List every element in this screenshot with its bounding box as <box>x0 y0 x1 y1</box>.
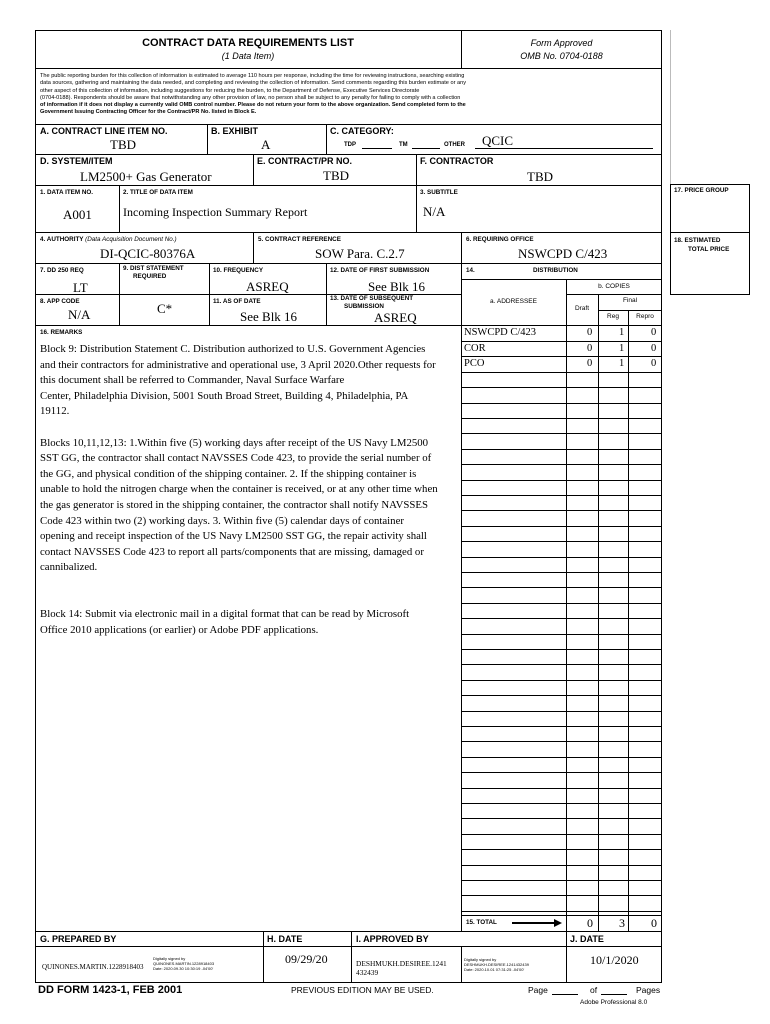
of-label: of <box>590 985 598 995</box>
dd250-label: 7. DD 250 REQ <box>40 267 84 274</box>
remarks-line: SST GG, the contractor shall contact NAVSSES Code 423, to provide the serial number of <box>40 452 432 465</box>
distribution-row[interactable] <box>461 342 661 357</box>
distribution-title: DISTRIBUTION <box>533 267 578 274</box>
contract-reference-label: 5. CONTRACT REFERENCE <box>258 236 341 243</box>
contract-pr-label: E. CONTRACT/PR NO. <box>257 156 353 166</box>
approver-name-2: 432439 <box>356 968 379 977</box>
addressee[interactable]: COR <box>464 343 486 354</box>
subtitle-label: 3. SUBTITLE <box>420 189 458 196</box>
repro-copies[interactable]: 0 <box>651 327 657 338</box>
contract-reference-field[interactable]: SOW Para. C.2.7 <box>315 246 405 261</box>
distribution-row-line <box>461 803 662 804</box>
frequency-field[interactable]: ASREQ <box>246 279 289 294</box>
remarks-line: Code 423 within two (2) working days. 3. Within five (5) calendar days of container <box>40 514 404 527</box>
total-draft[interactable]: 0 <box>587 916 593 930</box>
h-date-label: H. DATE <box>267 934 303 944</box>
data-item-no-field[interactable]: A001 <box>63 207 92 222</box>
contractor-field[interactable]: TBD <box>527 169 553 184</box>
clin-label: A. CONTRACT LINE ITEM NO. <box>40 126 168 136</box>
remarks-line: Center, Philadelphia Division, 5001 South Broad Street, Building 4, Philadelphia, PA <box>40 389 409 402</box>
distribution-row-line <box>461 403 662 404</box>
category-other: OTHER <box>444 142 465 148</box>
category-tm: TM <box>399 142 408 148</box>
draft-copies[interactable]: 0 <box>587 343 593 354</box>
total-arrow <box>512 922 556 924</box>
app-code-field[interactable]: N/A <box>68 307 91 322</box>
draft-copies[interactable]: 0 <box>587 327 593 338</box>
form-subtitle: (1 Data Item) <box>221 51 275 61</box>
distribution-row-line <box>461 757 662 758</box>
distribution-row-line <box>461 741 662 742</box>
distribution-row-line <box>461 911 662 912</box>
approver-name-1: DESHMUKH.DESIREE.1241 <box>356 959 447 968</box>
form-approved-label: Form Approved <box>530 38 593 48</box>
distribution-row-line <box>461 387 662 388</box>
requiring-office-label: 6. REQUIRING OFFICE <box>466 236 534 243</box>
exhibit-field[interactable]: A <box>261 137 271 152</box>
reg-copies[interactable]: 1 <box>619 358 625 369</box>
distribution-row-line <box>461 634 662 635</box>
reg-copies[interactable]: 1 <box>619 327 625 338</box>
authority-field[interactable]: DI-QCIC-80376A <box>100 246 196 261</box>
frequency-label: 10. FREQUENCY <box>213 267 264 274</box>
remarks-line: and their contractors for administrative and operational use, 3 April 2020.Other requests for <box>40 358 436 371</box>
distribution-row-line <box>461 449 662 450</box>
form-title: CONTRACT DATA REQUIREMENTS LIST <box>142 37 354 49</box>
repro-header: Repro <box>636 313 654 320</box>
preparer-name: QUINONES.MARTIN.1228918403 <box>42 963 144 971</box>
remarks-line: the GG, and physical condition of the shipping container. 2. If the shipping container is <box>40 467 417 480</box>
distribution-row[interactable] <box>461 357 661 372</box>
form-number: DD FORM 1423-1, FEB 2001 <box>38 984 183 996</box>
requiring-office-field[interactable]: NSWCPD C/423 <box>518 246 608 261</box>
distribution-row-line <box>461 510 662 511</box>
title-of-data-item-label: 2. TITLE OF DATA ITEM <box>123 189 193 196</box>
category-field[interactable]: QCIC <box>482 133 514 148</box>
repro-copies[interactable]: 0 <box>651 343 657 354</box>
distribution-total-line <box>461 915 662 916</box>
dist-statement-label: 9. DIST STATEMENT REQUIRED <box>123 265 184 280</box>
remarks-line: Block 9: Distribution Statement C. Distribution authorized to U.S. Government Agencies <box>40 343 426 355</box>
subsequent-submission-label: 13. DATE OF SUBSEQUENT SUBMISSION <box>330 295 414 310</box>
addressee-header: a. ADDRESSEE <box>490 298 537 305</box>
authority-label: 4. AUTHORITY (Data Acquisition Document No.) <box>40 236 177 243</box>
draft-header: Draft <box>574 305 590 312</box>
previous-edition-note: PREVIOUS EDITION MAY BE USED. <box>291 985 434 995</box>
system-item-field[interactable]: LM2500+ Gas Generator <box>80 169 212 184</box>
distribution-row-line <box>461 618 662 619</box>
reg-copies[interactable]: 1 <box>619 343 625 354</box>
distribution-row-line <box>461 818 662 819</box>
h-date-field[interactable]: 09/29/20 <box>285 952 328 966</box>
tdp-line <box>362 148 392 149</box>
remarks-line: Office 2010 applications (or earlier) or Adobe PDF applications. <box>40 623 319 636</box>
remarks-line: Block 14: Submit via electronic mail in a digital format that can be read by Microsoft <box>40 607 410 620</box>
remarks-line: Blocks 10,11,12,13: 1.Within five (5) working days after receipt of the US Navy LM2500 <box>40 436 429 449</box>
subtitle-field[interactable]: N/A <box>423 204 446 219</box>
page-label: Page <box>528 985 548 995</box>
distribution-row-line <box>461 418 662 419</box>
addressee[interactable]: NSWCPD C/423 <box>464 327 537 338</box>
distribution-row-line <box>461 480 662 481</box>
distribution-row-line <box>461 557 662 558</box>
distribution-row-line <box>461 541 662 542</box>
first-submission-label: 12. DATE OF FIRST SUBMISSION <box>330 267 430 274</box>
distribution-row-line <box>461 649 662 650</box>
category-label: C. CATEGORY: <box>330 126 394 136</box>
distribution-row-line <box>461 664 662 665</box>
tm-line <box>412 148 440 149</box>
remarks-line: cannibalized. <box>40 561 98 574</box>
subsequent-submission-field[interactable]: ASREQ <box>374 310 417 325</box>
approved-by-label: I. APPROVED BY <box>356 934 429 944</box>
distribution-row-line <box>461 587 662 588</box>
remarks-line: contact NAVSSES Code 423 to report all parts/components that are missing, damaged or <box>40 545 424 558</box>
pages-field[interactable] <box>601 994 627 995</box>
total-reg[interactable]: 3 <box>619 916 625 930</box>
distribution-row-line <box>461 895 662 896</box>
dist-statement-field[interactable]: C* <box>157 301 173 316</box>
burden-statement: The public reporting burden for this collection of information is estimated to average 110 hours per response, including the time for reviewing instructions, searching existing data sources, gathering and maintaining the data needed, and completing and reviewing the collection of information. Send comments regarding this burden estimate or any other aspect of this collection of information, including suggestions for reducing the burden, to the Department of Defense, Executive Services Directorate (0704-0188). Respondents should be aware that notwithstanding any other provision of law, no person shall be subject to any penalty for failing to comply with a collection of information if it does not display a currently valid OMB control number. Please do not return your form to the above organization. Send completed form to the Government Issuing Contracting Officer for the Contract/PR No. listed in Block E. <box>40 73 467 116</box>
repro-copies[interactable]: 0 <box>651 358 657 369</box>
pages-label: Pages <box>636 985 661 995</box>
prepared-by-field[interactable]: QUINONES.MARTIN.1228918403 Digitally signed by QUINONES.MARTIN.1228918403 Date: 2020.09.30 10:30:19 -04'00' <box>42 956 215 971</box>
distribution-row-line <box>461 695 662 696</box>
distribution-row-line <box>461 865 662 866</box>
prepared-by-label: G. PREPARED BY <box>40 934 117 944</box>
j-date-field[interactable]: 10/1/2020 <box>590 953 639 967</box>
distribution-row[interactable] <box>461 326 661 341</box>
dd250-field[interactable]: LT <box>73 280 88 295</box>
clin-field[interactable]: TBD <box>110 137 136 152</box>
distribution-row-line <box>461 726 662 727</box>
contract-pr-field[interactable]: TBD <box>323 168 349 183</box>
distribution-row-line <box>461 680 662 681</box>
distribution-row-line <box>461 495 662 496</box>
distribution-row-line <box>461 834 662 835</box>
remarks-line: 19112. <box>40 405 70 418</box>
distribution-row-line <box>461 788 662 789</box>
total-label: 15. TOTAL <box>466 919 497 926</box>
data-item-no-label: 1. DATA ITEM NO. <box>40 189 94 196</box>
total-repro[interactable]: 0 <box>651 916 657 930</box>
system-item-label: D. SYSTEM/ITEM <box>40 156 113 166</box>
remarks-line: opening and receipt inspection of the US Navy LM2500 SST GG, the repair activity shall <box>40 530 427 543</box>
distribution-row-line <box>461 711 662 712</box>
distribution-row-line <box>461 772 662 773</box>
total-arrow-head <box>554 919 562 927</box>
draft-copies[interactable]: 0 <box>587 358 593 369</box>
distribution-row-line <box>461 526 662 527</box>
addressee[interactable]: PCO <box>464 358 485 369</box>
as-of-date-label: 11. AS OF DATE <box>213 298 261 305</box>
final-header: Final <box>622 297 638 304</box>
remarks-line: the gas generator is stored in the shipping container, the contractor shall notify NAVSSES <box>40 498 428 511</box>
approved-by-field[interactable]: DESHMUKH.DESIREE.1241 432439 Digitally signed by DESHMUKH.DESIREE.1241432439 Date: 2020.10.01 07:31:25 -04'00' <box>356 957 529 977</box>
title-of-data-item-field[interactable]: Incoming Inspection Summary Report <box>123 205 308 219</box>
remarks-line: this document shall be referred to Commander, Naval Surface Warfare <box>40 374 345 387</box>
distribution-number: 14. <box>466 267 475 274</box>
omb-number: OMB No. 0704-0188 <box>520 51 603 61</box>
distribution-row-line <box>461 572 662 573</box>
page-field[interactable] <box>552 994 578 995</box>
distribution-row-line <box>461 849 662 850</box>
distribution-row-line <box>461 603 662 604</box>
reg-header: Reg <box>607 313 619 320</box>
remarks-line: unable to hold the nitrogen charge when the container is received, or at any other time when <box>40 483 438 496</box>
distribution-row-line <box>461 880 662 881</box>
estimated-total-price-label: 18. ESTIMATED TOTAL PRICE <box>674 237 730 253</box>
as-of-date-field[interactable]: See Blk 16 <box>240 309 298 324</box>
app-code-label: 8. APP CODE <box>40 298 80 305</box>
remarks-field[interactable] <box>40 342 460 638</box>
first-submission-field[interactable]: See Blk 16 <box>368 279 426 294</box>
distribution-row-line <box>461 433 662 434</box>
contractor-label: F. CONTRACTOR <box>420 156 494 166</box>
remarks-label: 16. REMARKS <box>40 329 83 336</box>
adobe-version: Adobe Professional 8.0 <box>580 999 648 1006</box>
distribution-row-line <box>461 464 662 465</box>
category-tdp: TDP <box>344 142 356 148</box>
j-date-label: J. DATE <box>570 934 604 944</box>
price-group-label: 17. PRICE GROUP <box>674 187 729 194</box>
exhibit-label: B. EXHIBIT <box>211 126 259 136</box>
copies-header: b. COPIES <box>598 283 630 290</box>
